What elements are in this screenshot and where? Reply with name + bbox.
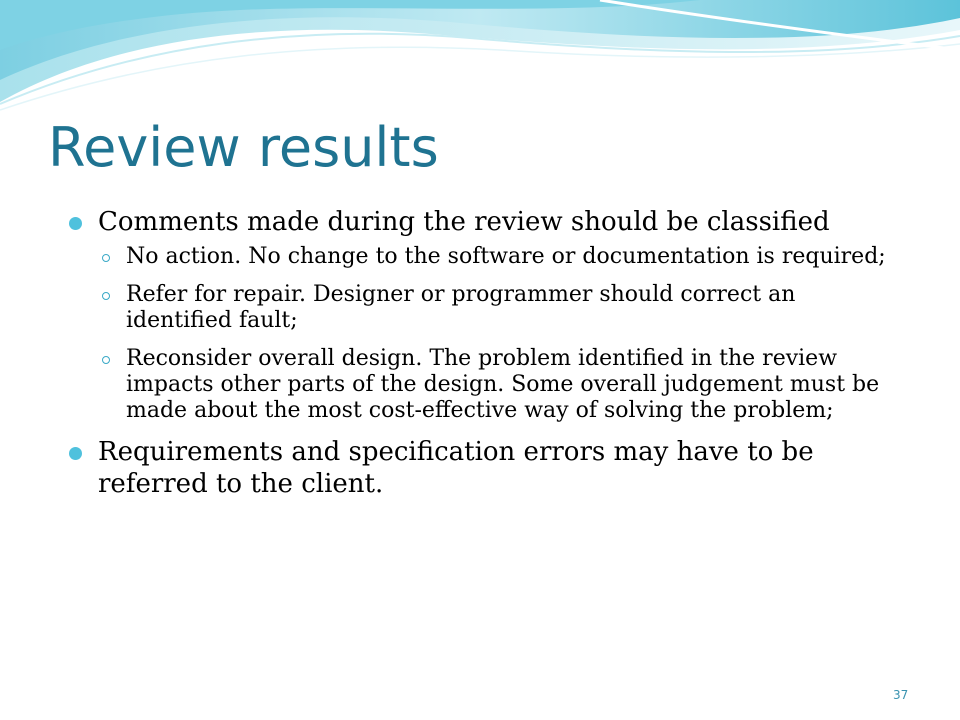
bullet-text: Comments made during the review should be classified xyxy=(98,207,830,237)
hollow-circle-bullet-icon xyxy=(102,356,110,364)
hollow-circle-bullet-icon xyxy=(102,292,110,300)
slide-body xyxy=(68,206,908,506)
slide-title: Review results xyxy=(48,116,439,179)
sub-bullet-item xyxy=(68,244,908,270)
sub-bullet-text: Refer for repair. Designer or programmer should correct an identified fault; xyxy=(126,282,796,333)
bullet-item xyxy=(68,206,908,238)
bullet-text: Requirements and specification errors may have to be referred to the client. xyxy=(98,437,814,499)
hollow-circle-bullet-icon xyxy=(102,254,110,262)
bullet-item xyxy=(68,436,908,500)
filled-circle-bullet-icon xyxy=(69,447,82,460)
sub-bullet-text: No action. No change to the software or documentation is required; xyxy=(126,244,886,269)
sub-bullet-item xyxy=(68,282,908,334)
filled-circle-bullet-icon xyxy=(69,217,82,230)
page-number: 37 xyxy=(893,688,909,702)
sub-bullet-item xyxy=(68,346,908,424)
sub-bullet-text: Reconsider overall design. The problem identified in the review impacts other parts of the design. Some overall judgement must be made about the most cost-effective way of solving the problem; xyxy=(126,346,880,423)
